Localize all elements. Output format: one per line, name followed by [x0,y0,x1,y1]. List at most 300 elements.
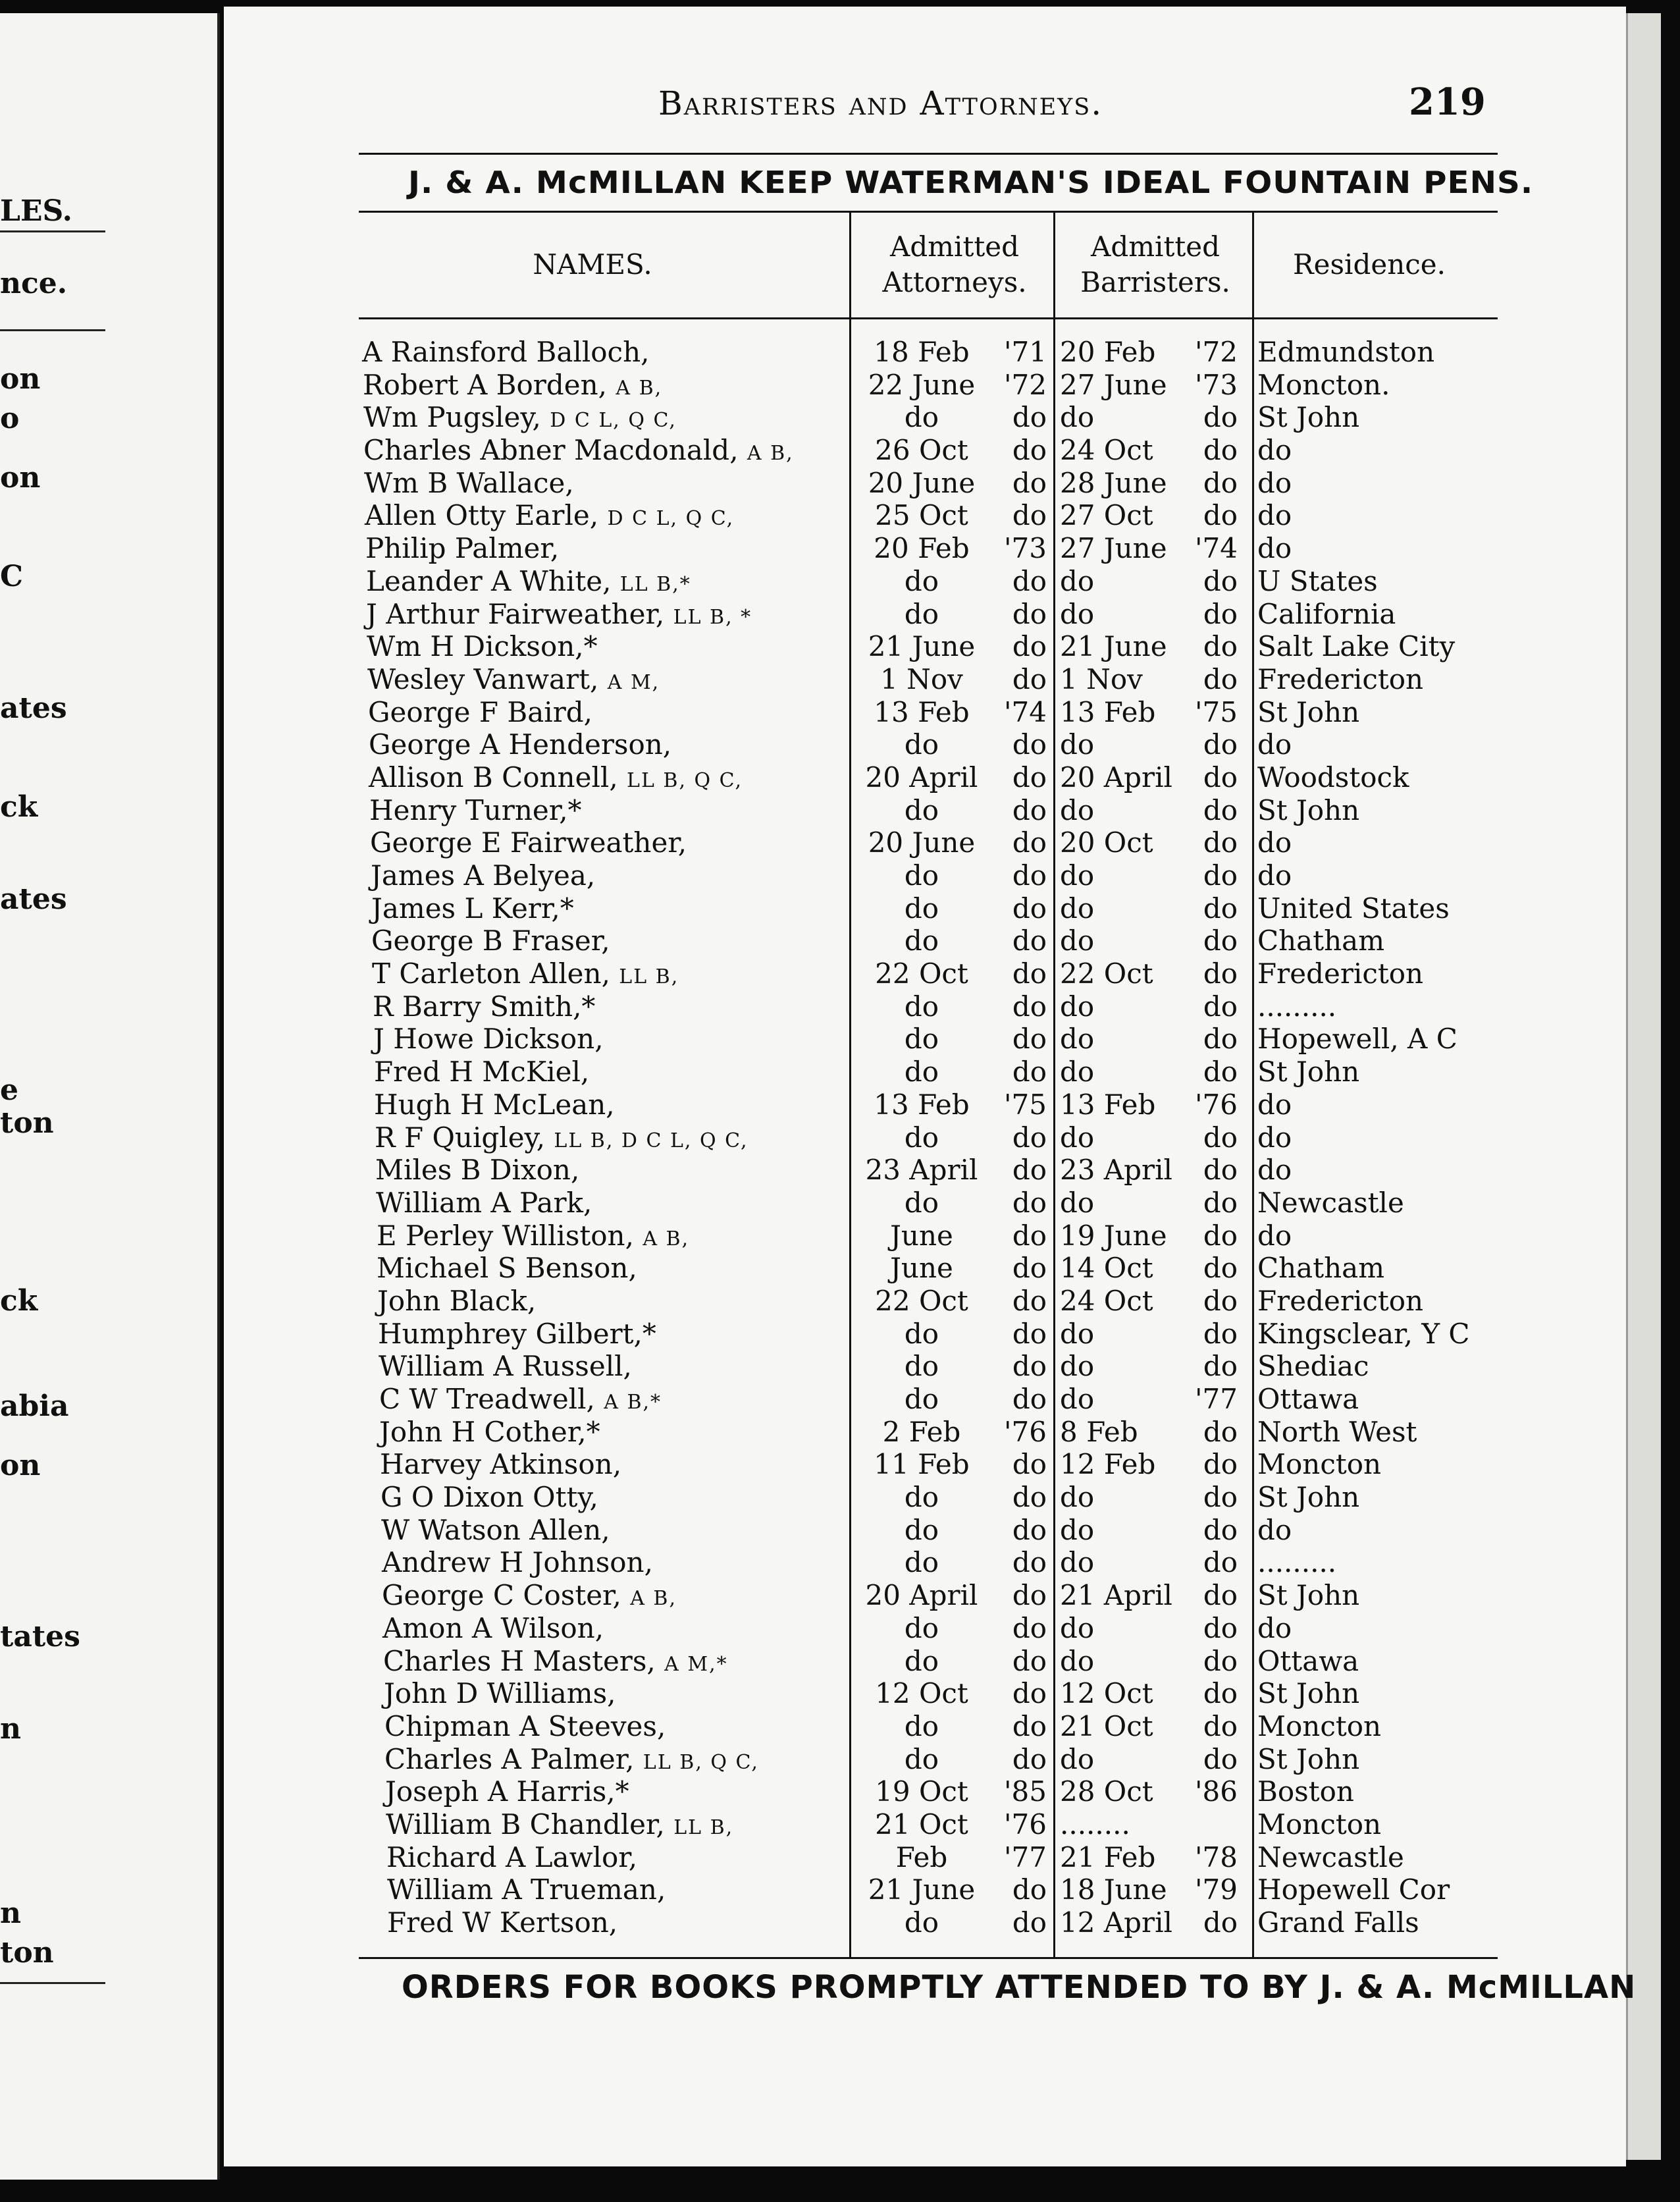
person-name: Richard A Lawlor, [386,1840,638,1873]
attorney-admission-date: do [904,1742,939,1775]
attorney-admission-year: do [1012,1154,1047,1187]
table-row [224,369,1626,402]
attorney-admission-year: '75 [1004,1088,1047,1121]
residence: Ottawa [1257,1644,1359,1677]
table-row [224,1350,1626,1383]
barrister-admission-date: 13 Feb [1060,695,1156,728]
person-name: John Black, [377,1284,537,1317]
table-row [224,1710,1626,1743]
barrister-admission-date: do [1060,728,1095,761]
attorney-admission-year: '76 [1004,1415,1047,1448]
residence: St John [1257,1481,1360,1514]
attorney-admission-year: do [1012,1219,1047,1252]
barrister-admission-year: do [1203,597,1238,630]
attorney-admission-year: do [1012,1906,1047,1939]
person-name: J Arthur Fairweather, [366,597,665,630]
residence: Hopewell, A C [1257,1023,1457,1056]
barrister-admission-year: do [1203,793,1238,826]
attorney-admission-year: do [1012,499,1047,532]
barrister-admission-date: do [1060,1121,1095,1154]
person-name: Fred W Kertson, [387,1906,618,1939]
barrister-admission-date: do [1060,1513,1095,1546]
attorney-admission-year: do [1012,401,1047,434]
table-row [224,925,1626,957]
attorney-admission-date: do [904,1546,939,1579]
residence: Fredericton [1257,957,1424,990]
qualifications: A B, [630,1587,677,1611]
residence: Moncton. [1257,368,1390,401]
residence: do [1257,826,1292,859]
footer-banner: ORDERS FOR BOOKS PROMPTLY ATTENDED TO BY J. & A. McMILLAN [402,1969,1637,2006]
attorneys-header-line2: Attorneys. [882,266,1027,298]
barrister-admission-date: do [1060,793,1095,826]
left-page-text-fragment: ton [0,1106,54,1140]
attorney-admission-date: do [904,1709,939,1742]
person-name: Amon A Wilson, [382,1611,604,1644]
residence: Moncton [1257,1808,1382,1840]
barrister-admission-year: do [1203,925,1238,957]
person-name: George E Fairweather, [370,826,687,859]
attorney-admission-year: do [1012,728,1047,761]
table-row [224,892,1626,925]
name-cell [369,794,582,830]
table-row [224,1220,1626,1252]
name-cell [377,1285,536,1321]
barrister-admission-year: do [1203,1121,1238,1154]
table-row [224,1448,1626,1481]
left-page-text-fragment: tates [0,1620,80,1653]
name-cell [386,1808,733,1844]
name-cell [365,499,734,535]
barrister-admission-year: do [1203,564,1238,597]
barrister-admission-date: do [1060,1056,1095,1088]
barrister-admission-year: do [1203,434,1238,467]
barrister-admission-date: do [1060,1742,1095,1775]
person-name: George C Coster, [382,1579,621,1612]
residence: do [1257,1513,1292,1546]
table-row [224,990,1626,1023]
qualifications: A B, [616,376,663,400]
name-cell [386,1841,637,1877]
attorney-admission-date: do [904,1023,939,1056]
name-cell [384,1710,666,1746]
person-name: Humphrey Gilbert,* [378,1317,656,1350]
person-name: T Carleton Allen, [372,957,610,990]
person-name: R F Quigley, [375,1121,546,1154]
left-page-text-fragment: nce. [0,267,68,300]
barrister-admission-date: 21 Feb [1060,1840,1156,1873]
barrister-admission-date: 24 Oct [1060,434,1153,467]
person-name: John D Williams, [384,1677,616,1710]
name-cell [385,1775,629,1812]
left-page-text-fragment: n [0,1712,21,1746]
residence: do [1257,1219,1292,1252]
residence: United States [1257,892,1450,925]
attorney-admission-year: do [1012,630,1047,663]
table-row [224,630,1626,663]
attorney-admission-date: 1 Nov [880,662,963,695]
name-cell [387,1906,617,1943]
left-page-text-fragment: LES. [0,194,72,228]
attorney-admission-date: 21 June [868,1873,976,1906]
table-row [224,467,1626,500]
table-row [224,1187,1626,1220]
attorney-admission-year: do [1012,466,1047,499]
barrister-admission-date: 21 June [1060,630,1167,663]
attorney-admission-year: do [1012,826,1047,859]
person-name: E Perley Williston, [377,1219,634,1252]
attorney-admission-date: June [890,1219,953,1252]
name-cell [371,892,574,928]
barristers-header-line2: Barristers. [1080,266,1230,298]
bottom-rule [359,1957,1498,1959]
barrister-admission-year: do [1203,499,1238,532]
residence: do [1257,1121,1292,1154]
residence: St John [1257,1056,1360,1088]
person-name: G O Dixon Otty, [381,1481,598,1514]
name-cell [363,369,662,405]
table-row [224,1121,1626,1154]
person-name: Wm B Wallace, [364,466,574,499]
table-row [224,1023,1626,1056]
attorney-admission-year: do [1012,1448,1047,1481]
residence: do [1257,859,1292,892]
barrister-admission-date: 27 June [1060,368,1167,401]
barrister-admission-year: '76 [1195,1088,1238,1121]
name-cell [367,630,598,666]
attorney-admission-year: do [1012,1873,1047,1906]
qualifications: D C L, Q C, [550,409,677,433]
person-name: Charles H Masters, [383,1644,656,1677]
attorney-admission-year: do [1012,1252,1047,1285]
table-row [224,1056,1626,1088]
barrister-admission-date: do [1060,990,1095,1023]
person-name: Hugh H McLean, [374,1088,615,1121]
table-row [224,1252,1626,1285]
table-row [224,826,1626,859]
advertisement-banner: J. & A. McMILLAN KEEP WATERMAN'S IDEAL FOUNTAIN PENS. [408,165,1534,200]
name-cell [364,467,574,503]
person-name: Charles Abner Macdonald, [363,434,739,467]
barrister-admission-date: 19 June [1060,1219,1167,1252]
attorney-admission-year: do [1012,793,1047,826]
barrister-admission-year: do [1203,957,1238,990]
residence: St John [1257,793,1360,826]
table-row [224,1154,1626,1187]
barrister-admission-date: 12 Oct [1060,1677,1153,1710]
barrister-admission-date: do [1060,1481,1095,1514]
residence: Boston [1257,1775,1354,1808]
barrister-admission-date: do [1060,1383,1095,1415]
attorney-admission-year: do [1012,1513,1047,1546]
barrister-admission-year: do [1203,1481,1238,1514]
residence: do [1257,499,1292,532]
person-name: W Watson Allen, [381,1513,610,1546]
name-cell [374,1056,589,1092]
attorney-admission-year: do [1012,892,1047,925]
attorney-admission-year: do [1012,564,1047,597]
attorney-admission-date: Feb [895,1840,948,1873]
barrister-admission-year: '86 [1195,1775,1238,1808]
header-rule [359,211,1498,213]
barrister-admission-date: 18 June [1060,1873,1167,1906]
person-name: Wm Pugsley, [363,401,541,434]
barrister-admission-date: 21 Oct [1060,1709,1153,1742]
person-name: Andrew H Johnson, [382,1546,653,1579]
attorney-admission-date: do [904,564,939,597]
residence: Shediac [1257,1350,1369,1383]
residence: do [1257,532,1292,565]
table-row [224,336,1626,369]
residence: ......... [1257,990,1337,1023]
attorney-admission-date: 25 Oct [875,499,968,532]
person-name: Philip Palmer, [365,532,560,565]
barrister-admission-date: do [1060,859,1095,892]
attorney-admission-year: do [1012,1742,1047,1775]
table-row [224,532,1626,565]
attorney-admission-date: do [904,1056,939,1088]
barrister-admission-year: do [1203,466,1238,499]
attorney-admission-date: do [904,1121,939,1154]
barrister-admission-date: do [1060,1350,1095,1383]
residence: Moncton [1257,1448,1382,1481]
person-name: Allison B Connell, [369,761,618,793]
barrister-admission-date: do [1060,1546,1095,1579]
name-cell [382,1579,677,1615]
residence: do [1257,1611,1292,1644]
barrister-admission-date: 12 April [1060,1906,1172,1939]
residence: Grand Falls [1257,1906,1419,1939]
name-cell [372,957,679,994]
barrister-admission-date: 23 April [1060,1154,1172,1187]
barrister-admission-date: 12 Feb [1060,1448,1156,1481]
attorney-admission-year: do [1012,1023,1047,1056]
attorney-admission-date: do [904,1513,939,1546]
barrister-admission-year: '78 [1195,1840,1238,1873]
attorney-admission-year: do [1012,1481,1047,1514]
barrister-admission-date: 14 Oct [1060,1252,1153,1285]
left-page-text-fragment: abia [0,1389,69,1423]
barrister-admission-year: do [1203,1677,1238,1710]
person-name: Robert A Borden, [363,368,608,401]
name-cell [379,1350,632,1386]
qualifications: A B, [747,442,794,466]
barrister-admission-year: '73 [1195,368,1238,401]
name-cell [377,1220,689,1256]
barrister-admission-year: do [1203,1611,1238,1644]
barrister-admission-date: do [1060,892,1095,925]
person-name: George F Baird, [368,695,593,728]
attorney-admission-year: do [1012,1709,1047,1742]
person-name: Michael S Benson, [377,1252,637,1285]
table-row [224,565,1626,598]
barristers-column-header [1060,229,1251,300]
attorney-admission-date: do [904,1186,939,1219]
name-cell [366,598,752,634]
table-row [224,1841,1626,1874]
person-name: Chipman A Steeves, [384,1709,666,1742]
person-name: Leander A White, [366,564,612,597]
attorney-admission-date: 2 Feb [882,1415,961,1448]
barrister-admission-year: do [1203,1056,1238,1088]
attorney-admission-year: do [1012,761,1047,793]
barrister-admission-year: do [1203,1186,1238,1219]
attorney-admission-year: do [1012,434,1047,467]
table-row [224,1383,1626,1416]
name-cell [383,1645,728,1681]
table-row [224,1514,1626,1547]
attorney-admission-date: do [904,990,939,1023]
attorney-admission-year: do [1012,1350,1047,1383]
qualifications: A B, [643,1227,690,1250]
attorney-admission-date: 20 June [868,466,976,499]
residence-column-header: Residence. [1293,248,1446,281]
person-name: James L Kerr,* [371,892,574,925]
table-row [224,401,1626,434]
barrister-admission-year: do [1203,1219,1238,1252]
barrister-admission-year: do [1203,662,1238,695]
barrister-admission-year: do [1203,761,1238,793]
residence: do [1257,1154,1292,1187]
residence: Chatham [1257,1252,1385,1285]
name-cell [378,1318,656,1354]
column-header-rule [359,317,1498,319]
person-name: George B Fraser, [371,925,610,957]
barrister-admission-date: 27 June [1060,532,1167,565]
residence: Fredericton [1257,662,1424,695]
barrister-admission-date: 20 April [1060,761,1172,793]
name-cell [387,1873,666,1910]
name-cell [369,728,671,765]
person-name: William A Russell, [379,1350,632,1383]
person-name: John H Cother,* [379,1415,600,1448]
attorney-admission-date: 21 June [868,630,976,663]
attorney-admission-date: do [904,793,939,826]
table-row [224,499,1626,532]
attorney-admission-date: do [904,925,939,957]
residence: do [1257,728,1292,761]
residence: St John [1257,1579,1360,1612]
attorney-admission-year: do [1012,859,1047,892]
barrister-admission-year: do [1203,1906,1238,1939]
residence: Woodstock [1257,761,1409,793]
top-rule [359,153,1498,155]
attorney-list [224,336,1626,1939]
person-name: Harvey Atkinson, [380,1448,622,1481]
barrister-admission-year: do [1203,859,1238,892]
names-column-header: NAMES. [533,248,652,281]
qualifications: LL B, D C L, Q C, [554,1129,748,1152]
residence: Newcastle [1257,1840,1404,1873]
barrister-admission-date: 1 Nov [1060,662,1143,695]
attorney-admission-date: do [904,892,939,925]
barrister-admission-year: do [1203,1284,1238,1317]
attorney-admission-year: do [1012,957,1047,990]
name-cell [365,532,559,568]
attorney-admission-year: '77 [1004,1840,1047,1873]
attorney-admission-year: do [1012,1611,1047,1644]
left-page-rule [0,1982,105,1984]
attorney-admission-year: do [1012,1056,1047,1088]
attorney-admission-year: do [1012,1383,1047,1415]
attorney-admission-date: do [904,1611,939,1644]
attorney-admission-date: 12 Oct [875,1677,968,1710]
barrister-admission-year: '79 [1195,1873,1238,1906]
person-name: William B Chandler, [386,1808,665,1840]
table-row [224,1612,1626,1645]
barrister-admission-date: 20 Feb [1060,336,1156,368]
page-number: 219 [1409,80,1486,124]
table-row [224,1088,1626,1121]
person-name: C W Treadwell, [379,1383,595,1415]
barrister-admission-year: do [1203,1350,1238,1383]
residence: Salt Lake City [1257,630,1456,663]
barrister-admission-date: do [1060,1317,1095,1350]
barrister-admission-year: '74 [1195,532,1238,565]
barrister-admission-year: do [1203,728,1238,761]
barrister-admission-year: do [1203,1317,1238,1350]
barrister-admission-date: 20 Oct [1060,826,1153,859]
left-page-text-fragment: e [0,1073,18,1107]
residence: North West [1257,1415,1417,1448]
attorney-admission-year: do [1012,1121,1047,1154]
attorney-admission-year: do [1012,1186,1047,1219]
attorney-admission-date: do [904,597,939,630]
table-row [224,598,1626,631]
name-cell [384,1677,616,1713]
attorney-admission-date: 13 Feb [874,1088,970,1121]
residence: Edmundston [1257,336,1435,368]
left-page-text-fragment: ck [0,1284,38,1318]
table-row [224,1579,1626,1612]
residence: Hopewell Cor [1257,1873,1450,1906]
qualifications: LL B, [619,965,679,989]
qualifications: LL B, Q C, [643,1750,759,1774]
barrister-admission-date: do [1060,597,1095,630]
qualifications: LL B, [673,1815,734,1839]
attorney-admission-date: do [904,1350,939,1383]
attorney-admission-date: do [904,1481,939,1514]
residence: Chatham [1257,925,1385,957]
left-page-text-fragment: n [0,1896,21,1930]
barrister-admission-year: '77 [1195,1383,1238,1415]
barrister-admission-year: do [1203,1742,1238,1775]
running-title: Barristers and Attorneys. [658,84,1103,122]
attorney-admission-year: do [1012,1317,1047,1350]
barrister-admission-date: do [1060,1644,1095,1677]
qualifications: LL B, Q C, [627,768,743,792]
left-page-rule [0,329,105,331]
barrister-admission-date: do [1060,925,1095,957]
barrister-admission-year: do [1203,1513,1238,1546]
attorney-admission-year: '74 [1004,695,1047,728]
name-cell [379,1383,662,1419]
name-cell [382,1546,653,1582]
residence: Newcastle [1257,1186,1404,1219]
attorney-admission-year: do [1012,1546,1047,1579]
attorney-admission-year: do [1012,925,1047,957]
barrister-admission-date: do [1060,401,1095,434]
attorney-admission-date: 13 Feb [874,695,970,728]
residence: Fredericton [1257,1284,1424,1317]
name-cell [362,336,649,372]
barrister-admission-date: ........ [1060,1808,1130,1840]
table-row [224,1808,1626,1841]
residence: St John [1257,1742,1360,1775]
previous-page-fragment [0,13,220,2180]
barrister-admission-year: do [1203,1252,1238,1285]
barrister-admission-date: do [1060,1023,1095,1056]
